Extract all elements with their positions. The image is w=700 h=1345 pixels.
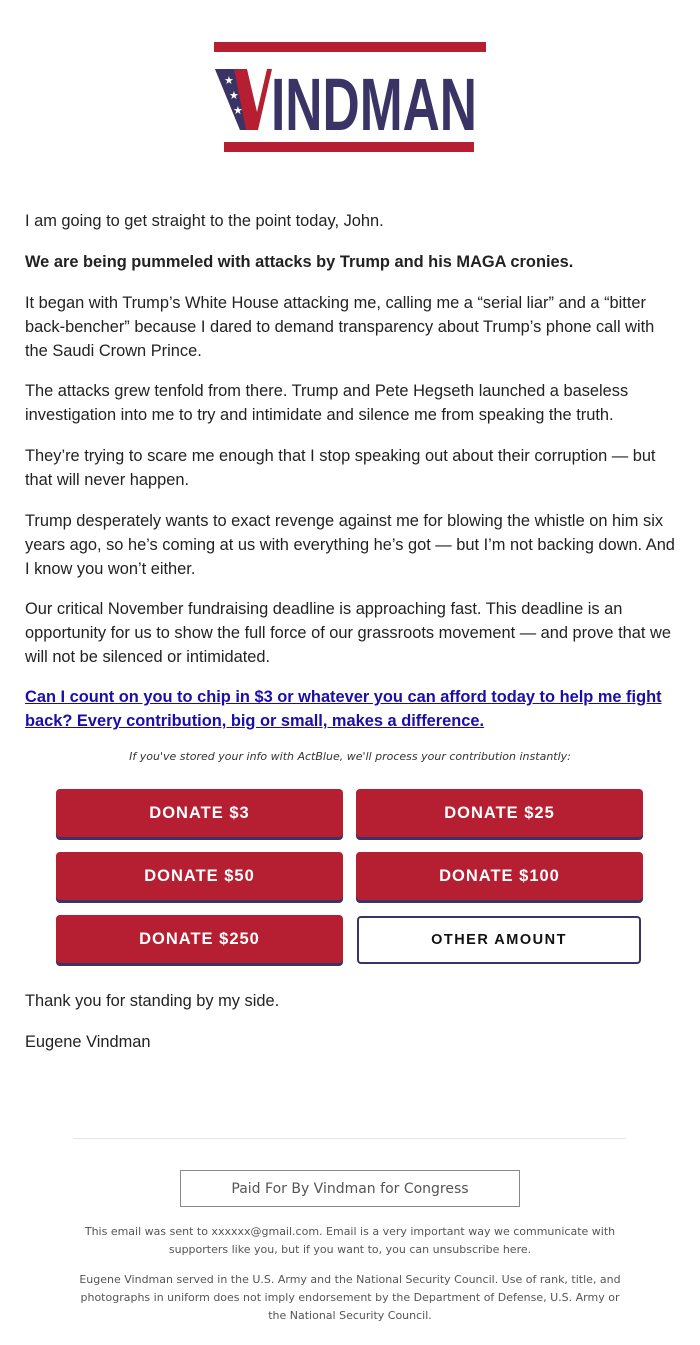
disclaimer-text: Eugene Vindman served in the U.S. Army and the National Security Council. Use of rank, title, and photographs in uniform does not imply endorsement by the Department of Defense, U.S. Army or the National Security Council.	[79, 1273, 621, 1322]
donate-100-button[interactable]: DONATE $100	[356, 852, 643, 900]
sent-to-text: This email was sent to xxxxxx@gmail.com. Email is a very important way we communicate with supporters like you, but if you want to, you can unsubscribe here.	[84, 1225, 616, 1256]
paragraph-3: They’re trying to scare me enough that I stop speaking out about their corruption — but that will never happen.	[25, 447, 656, 489]
signature: Eugene Vindman	[25, 1033, 151, 1051]
thanks-text: Thank you for standing by my side.	[25, 992, 280, 1010]
paragraph-4: Trump desperately wants to exact revenge against me for blowing the whistle on him six years ago, so he’s coming at us with everything he’s got — but I’m not backing down. And I know you won’t either.	[25, 512, 675, 578]
donate-3-button[interactable]: DONATE $3	[56, 789, 343, 837]
greeting: I am going to get straight to the point today, John.	[25, 212, 384, 230]
donate-50-button[interactable]: DONATE $50	[56, 852, 343, 900]
donate-250-button[interactable]: DONATE $250	[56, 915, 343, 963]
bold-headline: We are being pummeled with attacks by Trump and his MAGA cronies.	[25, 253, 574, 271]
svg-text:★: ★	[229, 89, 239, 102]
svg-text:★: ★	[224, 74, 234, 87]
paragraph-2: The attacks grew tenfold from there. Trump and Pete Hegseth launched a baseless investigation into me to try and intimidate and silence me from speaking the truth.	[25, 382, 629, 424]
paragraph-1: It began with Trump’s White House attacking me, calling me a “serial liar” and a “bitter back-bencher” because I dared to demand transparency about Trump’s phone call with the Saudi Crown Prince.	[25, 294, 655, 360]
actblue-note: If you've stored your info with ActBlue, we'll process your contribution instantly:	[129, 750, 571, 763]
donate-25-button[interactable]: DONATE $25	[356, 789, 643, 837]
donation-ask-link[interactable]: Can I count on you to chip in $3 or whatever you can afford today to help me fight back? Every contribution, big or small, makes a difference.	[25, 688, 662, 730]
svg-text:★: ★	[233, 104, 243, 117]
logo-wordmark: INDMAN	[271, 63, 477, 146]
vindman-logo	[212, 42, 488, 154]
footer-divider	[73, 1138, 626, 1139]
paragraph-5: Our critical November fundraising deadline is approaching fast. This deadline is an opportunity for us to show the full force of our grassroots movement — and prove that we will not be silenced or intimidated.	[25, 600, 671, 666]
paid-for-box: Paid For By Vindman for Congress	[180, 1170, 520, 1207]
other-amount-button[interactable]: OTHER AMOUNT	[357, 916, 641, 964]
